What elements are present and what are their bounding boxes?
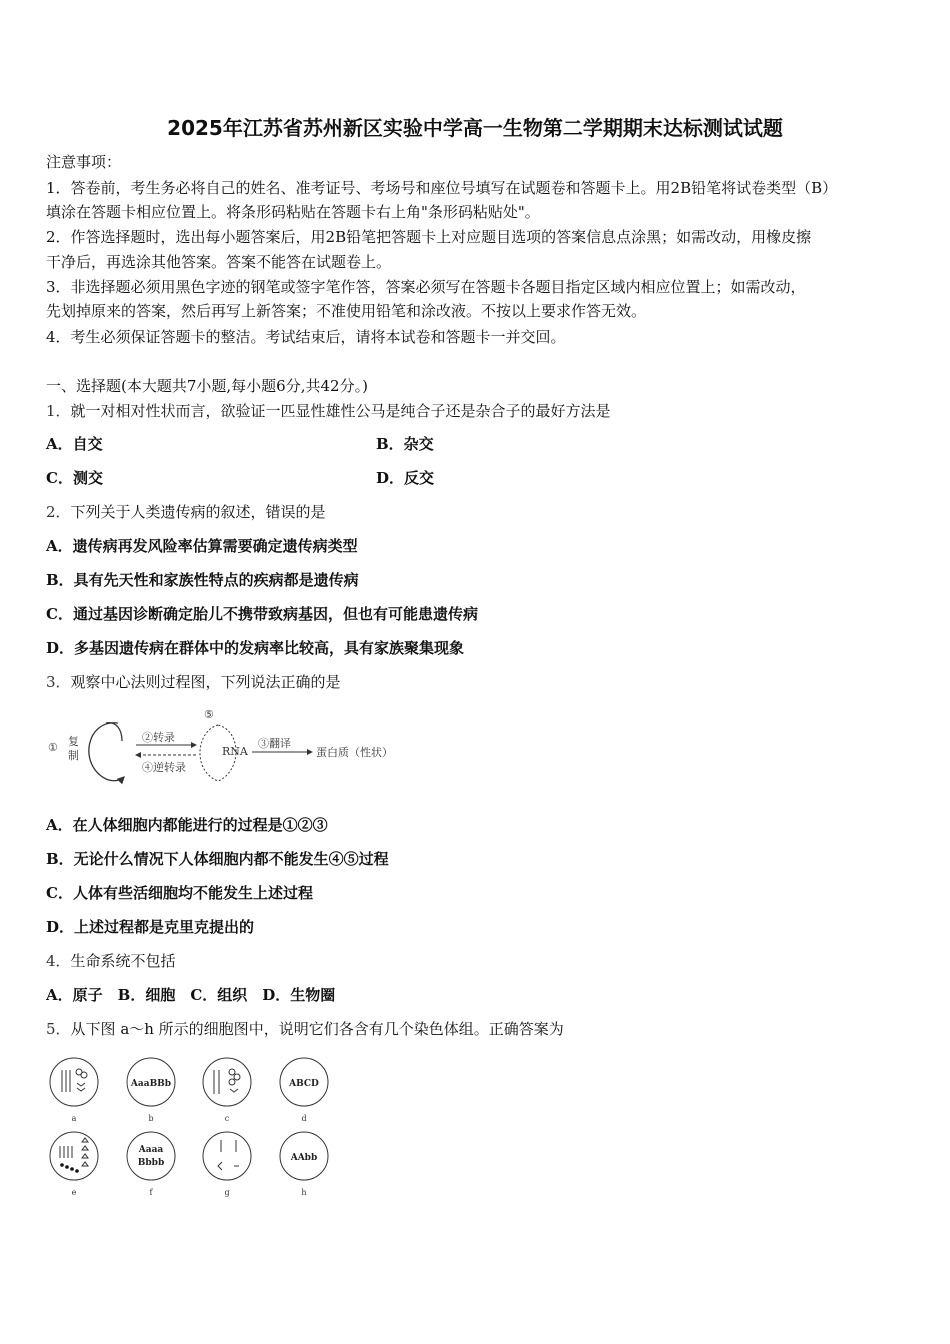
- replication-arc: [106, 723, 122, 741]
- option-a: A．自交: [46, 435, 103, 453]
- option-a: A．在人体细胞内都能进行的过程是①②③: [46, 816, 328, 834]
- notice-line: 先划掉原来的答案，然后再写上新答案；不准使用铅笔和涂改液。不按以上要求作答无效。: [46, 302, 647, 320]
- option-d: D．多基因遗传病在群体中的发病率比较高，具有家族聚集现象: [46, 639, 465, 657]
- option-d: D．反交: [376, 469, 435, 487]
- notice-line: 3．非选择题必须用黑色字迹的钢笔或签字笔作答，答案必须写在答题卡各题目指定区域内相应位置上；如需改动，: [46, 278, 806, 296]
- cell-f: [127, 1132, 175, 1180]
- dots-e: [60, 1163, 79, 1173]
- cell-e: [50, 1132, 98, 1180]
- cell-c: [203, 1058, 251, 1106]
- question-text: 生命系统不包括: [70, 952, 176, 970]
- question-text: 观察中心法则过程图，下列说法正确的是: [70, 673, 341, 691]
- notice-line: 填涂在答题卡相应位置上。将条形码粘贴在答题卡右上角"条形码粘贴处"。: [46, 203, 540, 221]
- option-c: C．测交: [46, 469, 103, 487]
- label-1: ①: [48, 741, 58, 754]
- option-c: C．通过基因诊断确定胎儿不携带致病基因，但也有可能患遗传病: [46, 605, 478, 623]
- chromosomes-a: [62, 1069, 87, 1092]
- central-dogma-diagram: [46, 705, 393, 790]
- cell-label-a: a: [71, 1114, 77, 1123]
- cell-d-genotype: ABCD: [289, 1079, 319, 1089]
- label-translation: ③翻译: [258, 737, 291, 750]
- question-4: [46, 951, 176, 971]
- option-c: C．人体有些活细胞均不能发生上述过程: [46, 884, 313, 902]
- label-copy-1: 复: [68, 735, 79, 748]
- notice-line: 干净后，再选涂其他答案。答案不能答在试题卷上。: [46, 253, 392, 271]
- question-text: 就一对相对性状而言，欲验证一匹显性雄性公马是纯合子还是杂合子的最好方法是: [70, 402, 611, 420]
- question-2: [46, 502, 326, 522]
- question-text: 下列关于人类遗传病的叙述，错误的是: [70, 503, 326, 521]
- cell-label-c: c: [224, 1114, 230, 1123]
- option-row: A．原子 B．细胞 C．组织 D．生物圈: [46, 986, 336, 1004]
- cell-label-f: f: [149, 1188, 153, 1197]
- label-protein: 蛋白质（性状）: [316, 746, 393, 759]
- chromosomes-g: [218, 1140, 239, 1170]
- notice-heading: 注意事项：: [46, 153, 122, 171]
- cell-label-b: b: [148, 1114, 154, 1123]
- notice-line: 2．作答选择题时，选出每小题答案后，用2B铅笔把答题卡上对应题目选项的答案信息点涂黑；如需改动，用橡皮擦: [46, 228, 812, 246]
- page-title: 2025年江苏省苏州新区实验中学高一生物第二学期期末达标测试试题: [167, 116, 783, 140]
- question-number: 1．: [46, 402, 71, 420]
- cell-a: [50, 1058, 98, 1106]
- label-copy-2: 制: [68, 749, 79, 762]
- question-5: [46, 1019, 564, 1039]
- cell-h-genotype: AAbb: [290, 1153, 318, 1163]
- cell-g: [203, 1132, 251, 1180]
- option-b: B．无论什么情况下人体细胞内都不能发生④⑤过程: [46, 850, 389, 868]
- cell-f-genotype-1: Aaaa: [138, 1145, 164, 1155]
- section-heading: 一、选择题(本大题共7小题,每小题6分,共42分。): [46, 377, 368, 395]
- cell-f-genotype-2: Bbbb: [137, 1158, 165, 1168]
- notice-line: 4．考生必须保证答题卡的整洁。考试结束后，请将本试卷和答题卡一并交回。: [46, 328, 566, 346]
- option-b: B．具有先天性和家族性特点的疾病都是遗传病: [46, 571, 359, 589]
- label-rna: RNA: [222, 745, 248, 758]
- cell-label-h: h: [301, 1188, 307, 1197]
- label-transcription: ②转录: [142, 731, 175, 744]
- cell-label-d: d: [301, 1114, 307, 1123]
- notice-line: 1．答卷前，考生务必将自己的姓名、准考证号、考场号和座位号填写在试题卷和答题卡上。用2B铅笔将试卷类型（B）: [46, 179, 838, 197]
- question-number: 4．: [46, 952, 71, 970]
- cell-label-e: e: [71, 1188, 77, 1197]
- cell-b-genotype: AaaBBb: [130, 1079, 172, 1089]
- option-d: D．上述过程都是克里克提出的: [46, 918, 255, 936]
- option-a: A．遗传病再发风险率估算需要确定遗传病类型: [46, 537, 358, 555]
- question-number: 3．: [46, 673, 71, 691]
- option-b: B．杂交: [376, 435, 434, 453]
- label-5: ⑤: [204, 708, 214, 721]
- replication-arrow: [89, 723, 124, 781]
- label-reverse-transcription: ④逆转录: [142, 761, 186, 774]
- chromosomes-e: [60, 1138, 88, 1166]
- question-number: 5．: [46, 1020, 71, 1038]
- question-3: [46, 672, 341, 692]
- cell-figure: [44, 1052, 344, 1202]
- question-text: 从下图 a～h 所示的细胞图中，说明它们各含有几个染色体组。正确答案为: [70, 1020, 564, 1038]
- question-number: 2．: [46, 503, 71, 521]
- question-1: [46, 401, 611, 421]
- chromosomes-c: [214, 1069, 240, 1094]
- cell-label-g: g: [224, 1188, 230, 1197]
